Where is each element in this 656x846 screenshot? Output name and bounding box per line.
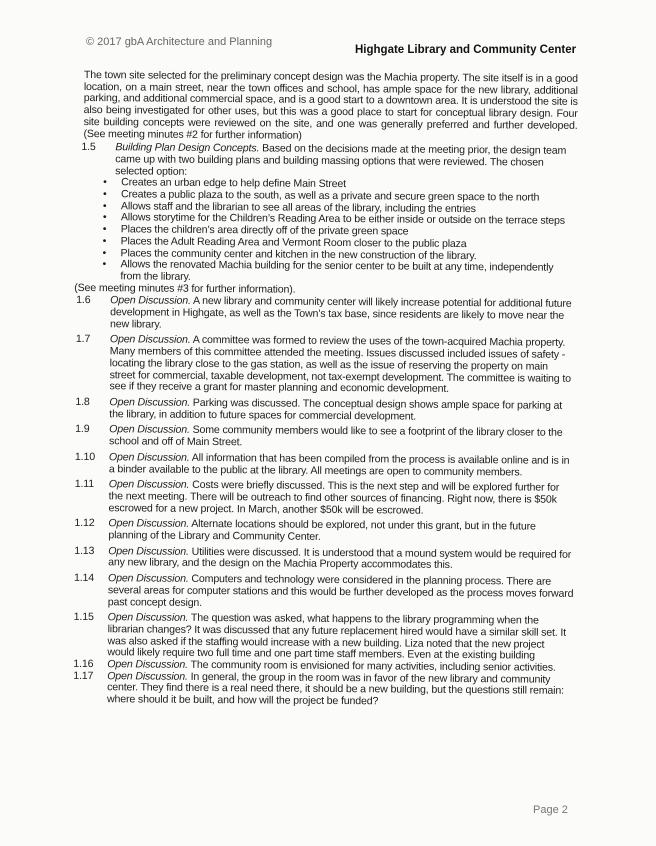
item-text bbox=[108, 546, 574, 573]
section-1-5 bbox=[83, 142, 577, 181]
discussion-item bbox=[75, 423, 575, 451]
list-item: • Places the children’s area directly off of the private green space bbox=[99, 224, 577, 239]
item-number: 1.12 bbox=[74, 517, 95, 530]
list-item: • Places the community center and kitchen in the new construction of the library. bbox=[99, 248, 577, 263]
discussion-item bbox=[73, 611, 573, 663]
design-option-list bbox=[98, 177, 577, 286]
item-text bbox=[109, 452, 575, 479]
item-number: 1.15 bbox=[73, 611, 94, 624]
item-number: 1.7 bbox=[75, 333, 91, 346]
section-body: Based on the decisions made at the meeting prior, the design team came up with two building plans and building massing options that were reviewed. The chosen selected option: bbox=[115, 142, 567, 178]
item-body: Some community members would like to see a footprint of the library closer to the school and off of Main Street. bbox=[109, 424, 563, 449]
item-body: Parking was discussed. The conceptual design shows ample space for parking at the library, in addition to future spaces for commercial development. bbox=[109, 396, 563, 423]
list-item: • Creates a public plaza to the south, as well as a private and secure green space to the north bbox=[99, 189, 577, 204]
document-title: Highgate Library and Community Center bbox=[355, 44, 577, 56]
intro-paragraph: The town site selected for the preliminary concept design was the Machia property. The site itself is in a good location, on a main street, near the town offices and school, has ample space for the new library, additional parking, and additional commercial space, and is a good start to a downtown area. It is understood the site is also being investigated for other uses, but this was a good place to start for conceptual library design. Four site building concepts were reviewed on the site, and one was generally preferred and further developed. (See meeting minutes #2 for further information) bbox=[83, 69, 578, 142]
item-subtitle: Open Discussion. bbox=[108, 478, 190, 492]
item-body: The community room is envisioned for many activities, including senior activities. bbox=[187, 658, 556, 674]
item-number: 1.13 bbox=[74, 544, 95, 557]
item-subtitle: Open Discussion. bbox=[108, 451, 190, 464]
item-number: 1.9 bbox=[75, 423, 90, 436]
item-text bbox=[110, 296, 576, 335]
item-body: Alternate locations should be explored, not under this grant, but in the future planning of the Library and Community Center. bbox=[108, 518, 536, 543]
item-body: A new library and community center will likely increase potential for additional future development in Highgate, as well as the Town’s tax base, since residents are likely to move near the new library. bbox=[109, 295, 572, 331]
item-body: Costs were briefly discussed. This is the next step and will be explored further for the next meeting. There will be outreach to find other sources of financing. Right now, there is $50k escrowed for a new project. In March, another $50k will be escrowed. bbox=[108, 479, 560, 517]
item-subtitle: Open Discussion. bbox=[107, 669, 188, 683]
item-body: Utilities were discussed. It is understood that a mound system would be required for any new library, and the design on the Machia Property accommodates this. bbox=[108, 545, 572, 572]
discussion-item bbox=[74, 544, 574, 573]
copyright-notice: © 2017 gbA Architecture and Planning bbox=[86, 36, 273, 48]
page-number: Page 2 bbox=[533, 804, 568, 816]
minutes-reference-note: (See meeting minutes #3 for further information). bbox=[74, 281, 296, 296]
list-item: • Places the Adult Reading Area and Vermont Room closer to the public plaza bbox=[99, 236, 577, 251]
list-item: • Allows staff and the librarian to see all areas of the library, including the entries bbox=[99, 201, 577, 216]
item-subtitle: Open Discussion. bbox=[107, 658, 189, 671]
item-text bbox=[109, 479, 575, 518]
item-subtitle: Open Discussion. bbox=[109, 333, 191, 347]
list-item: • Allows storytime for the Children’s Reading Area to be either inside or outside on the terrace steps bbox=[99, 213, 577, 228]
item-body: A committee was formed to review the uses of the town-acquired Machia property. Many members of this committee attended the meeting. Issues discussed included issues of safety - locating the library close to the gas station, as well as the issue of reserving the property on main street for commercial, taxable development, not tax-exempt development. The committee is waiting to see if they receive a grant for master planning and economic development. bbox=[109, 334, 571, 396]
item-text bbox=[108, 573, 574, 612]
item-number: 1.17 bbox=[73, 669, 94, 682]
item-subtitle: Open Discussion. bbox=[109, 423, 190, 437]
item-subtitle: Open Discussion. bbox=[107, 572, 189, 585]
item-number: 1.10 bbox=[74, 450, 96, 463]
item-text bbox=[109, 335, 575, 397]
item-number: 1.14 bbox=[73, 572, 95, 585]
discussion-item bbox=[74, 517, 574, 545]
item-text bbox=[109, 425, 575, 452]
item-text bbox=[107, 671, 573, 710]
item-body: All information that has been compiled from the process is available online and is in a binder available to the public at the library. All meetings are open to community members. bbox=[108, 451, 570, 478]
item-subtitle: Open Discussion. bbox=[107, 611, 189, 625]
discussion-item bbox=[73, 669, 573, 710]
discussion-item bbox=[73, 572, 574, 612]
item-number: 1.6 bbox=[76, 294, 91, 307]
item-number: 1.16 bbox=[73, 657, 94, 671]
list-item: • Creates an urban edge to help define Main Street bbox=[99, 177, 577, 192]
item-subtitle: Open Discussion. bbox=[108, 517, 190, 531]
discussion-item bbox=[76, 294, 576, 334]
document-body bbox=[73, 69, 578, 710]
section-number: 1.5 bbox=[81, 141, 96, 154]
discussion-item bbox=[75, 333, 575, 396]
section-text bbox=[115, 142, 577, 181]
item-body: Computers and technology were considered in the planning process. There are several areas for computer stations and this would be further developed as the process moves forward past concept design. bbox=[107, 572, 574, 609]
item-number: 1.11 bbox=[74, 478, 95, 491]
item-subtitle: Open Discussion. bbox=[109, 396, 191, 409]
item-body: The question was asked, what happens to the library programming when the librarian changes? It was discussed that any future replacement hired would have a similar skill set. It was also asked if the staffing would increase with a new building. Liza noted that the new project would likely require two full time and one part time staff members. Even at the existing building bbox=[107, 612, 567, 662]
list-item: • Allows the renovated Machia building for the senior center to be built at any time, independently from the library. bbox=[98, 259, 576, 286]
item-number: 1.8 bbox=[75, 395, 90, 409]
item-text bbox=[109, 397, 575, 424]
item-text bbox=[107, 612, 573, 662]
section-subtitle: Building Plan Design Concepts. bbox=[115, 141, 260, 155]
discussion-item bbox=[74, 450, 575, 479]
item-subtitle: Open Discussion. bbox=[108, 544, 189, 558]
discussion-item bbox=[74, 478, 575, 518]
item-body: In general, the group in the room was in favor of the new library and community center. They find there is a real need there, it should be a new building, but the questions still remain: where should it be built, and how will the project be funded? bbox=[107, 670, 564, 708]
item-text bbox=[108, 519, 574, 546]
discussion-item bbox=[75, 395, 575, 424]
item-subtitle: Open Discussion. bbox=[110, 294, 191, 308]
